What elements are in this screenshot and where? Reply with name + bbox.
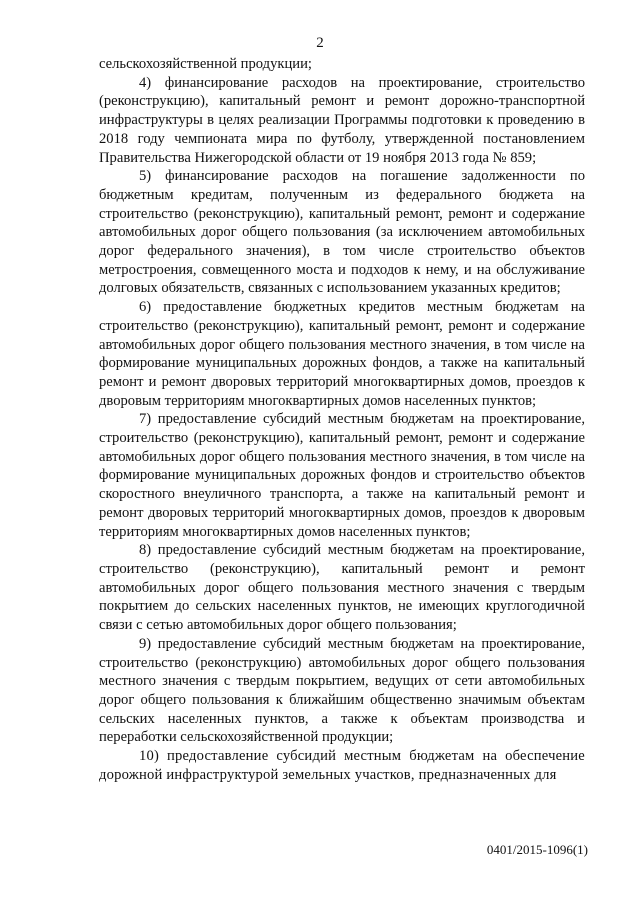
paragraph-item-10: 10) предоставление субсидий местным бюджетам на обеспечение дорожной инфраструктурой земельных участков, предназначенных для [99, 748, 585, 783]
paragraph-item-4: 4) финансирование расходов на проектирование, строительство (реконструкцию), капитальный ремонт и ремонт дорожно-транспортной инфраструктуры в целях реализации Программы подготовки к проведению в 2018 году чемпионата мира по футболу, утвержденной постановлением Правительства Нижегородской области от 19 ноября 2013 года № 859; [99, 74, 585, 166]
paragraph-item-5: 5) финансирование расходов на погашение задолженности по бюджетным кредитам, полученным из федерального бюджета на строительство (реконструкцию), капитальный ремонт, ремонт и содержание автомобильных дорог общего пользования (за исключением автомобильных дорог федерального значения), в том числе строительство объектов метростроения, совмещенного моста и подходов к нему, и на обслуживание долговых обязательств, связанных с использованием указанных кредитов; [99, 168, 585, 297]
paragraph-item-6: 6) предоставление бюджетных кредитов местным бюджетам на строительство (реконструкцию), капитальный ремонт, ремонт и содержание автомобильных дорог общего пользования местного значения, в том числе на формирование муниципальных дорожных фондов, а также на капитальный ремонт и ремонт дворовых территорий многоквартирных домов, проездов к дворовым территориям многоквартирных домов населенных пунктов; [99, 299, 585, 409]
document-code: 0401/2015-1096(1) [486, 842, 588, 857]
paragraph-continuation: сельскохозяйственной продукции; [99, 56, 312, 72]
page-number: 2 [316, 35, 324, 51]
document-body [99, 55, 585, 784]
paragraph-item-9: 9) предоставление субсидий местным бюджетам на проектирование, строительство (реконструкцию) автомобильных дорог общего пользования местного значения с твердым покрытием, ведущих от сети автомобильных дорог общего пользования к ближайшим общественно значимым объектам сельских населенных пунктов, а также к объектам производства и переработки сельскохозяйственной продукции; [99, 635, 585, 746]
paragraph-item-7: 7) предоставление субсидий местным бюджетам на проектирование, строительство (реконструкцию), капитальный ремонт, ремонт и содержание автомобильных дорог общего пользования местного значения, в том числе на формирование муниципальных дорожных фондов и строительство объектов скоростного внеуличного транспорта, а также на капитальный ремонт и ремонт дворовых территорий многоквартирных домов, проездов к дворовым территориям многоквартирных домов населенных пунктов; [99, 411, 585, 540]
paragraph-item-8: 8) предоставление субсидий местным бюджетам на проектирование, строительство (реконструкцию), капитальный ремонт и ремонт автомобильных дорог общего пользования местного значения с твердым покрытием до сельских населенных пунктов, не имеющих круглогодичной связи с сетью автомобильных дорог общего пользования; [99, 542, 585, 634]
